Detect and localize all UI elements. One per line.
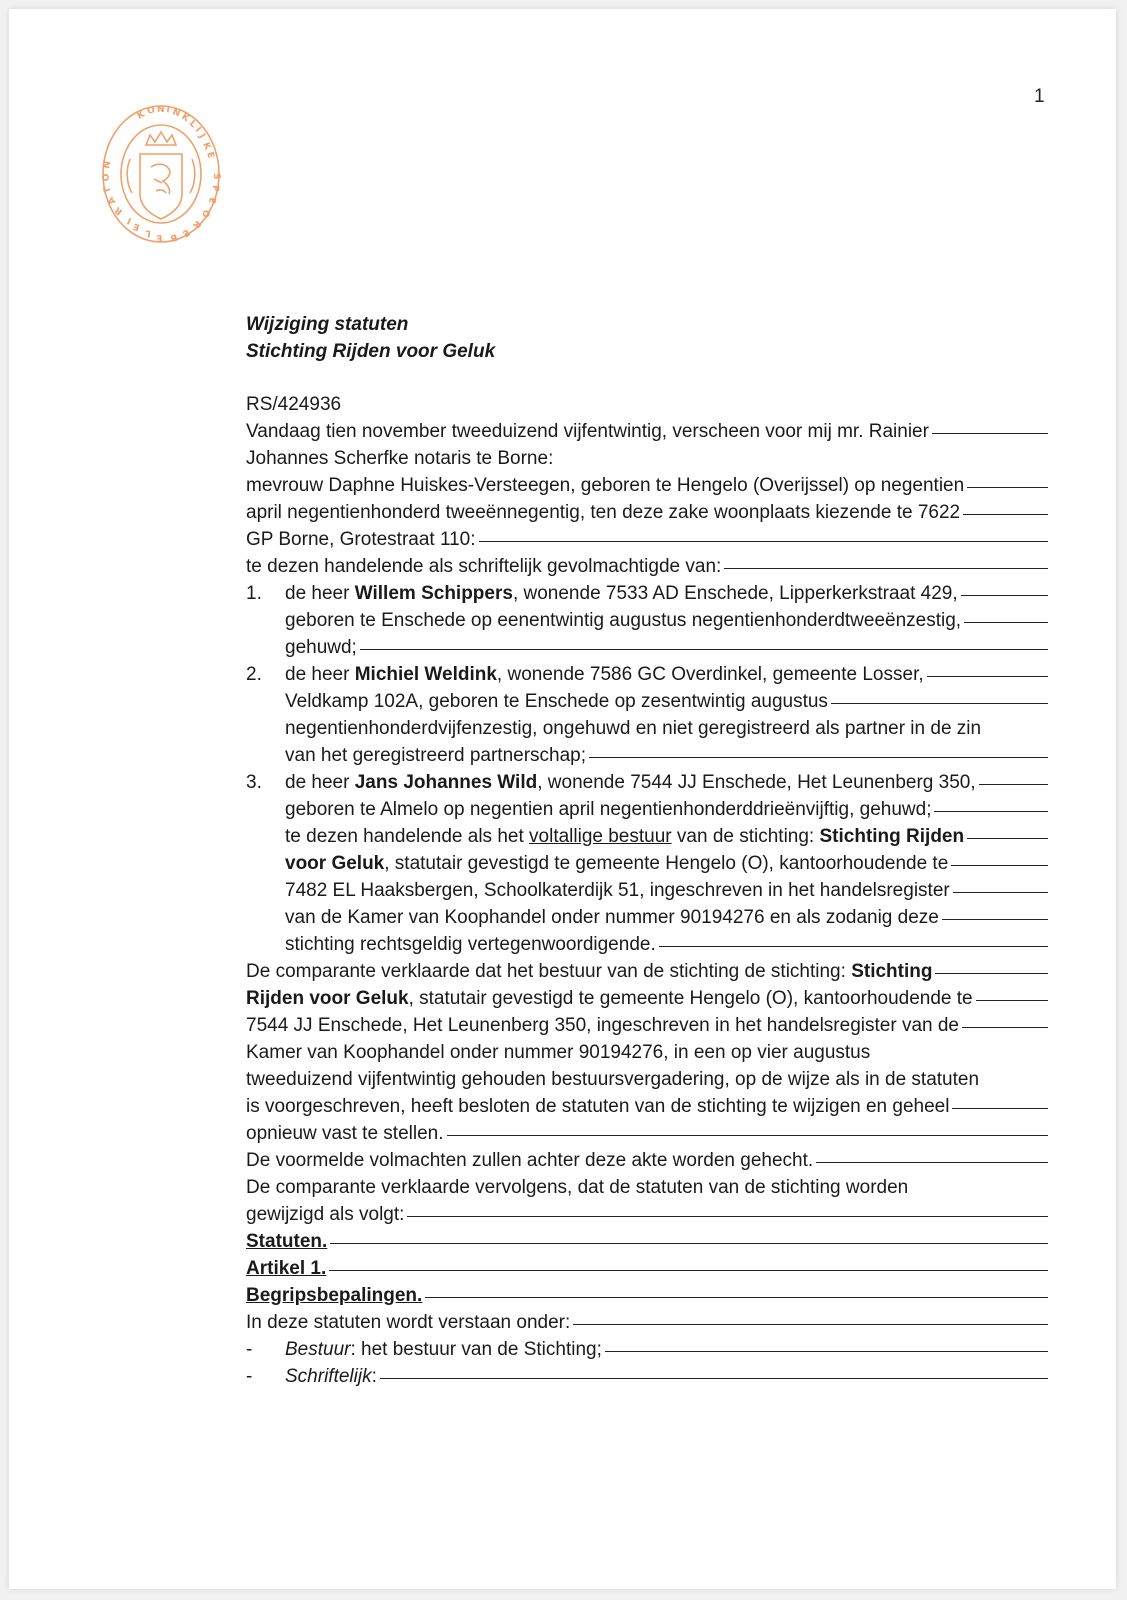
title-line-1: Wijziging statuten	[246, 314, 409, 335]
person-2-line: van het geregistreerd partnerschap;	[246, 740, 1048, 767]
svg-text:E: E	[155, 232, 163, 243]
declaration-line: is voorgeschreven, heeft besloten de statuten van de stichting te wijzigen en geheel	[246, 1091, 1048, 1118]
svg-text:R: R	[113, 204, 125, 217]
declaration-line: De comparante verklaarde dat het bestuur van de stichting de stichting: Stichting	[246, 956, 1048, 983]
intro-line: GP Borne, Grotestraat 110:	[246, 524, 1048, 551]
svg-text:O: O	[146, 105, 157, 117]
person-3-name: Jans Johannes Wild	[354, 772, 538, 793]
svg-text:R: R	[190, 218, 203, 230]
svg-text:N: N	[157, 105, 165, 115]
declaration-line: tweeduizend vijfentwintig gehouden bestuursvergadering, op de wijze als in de statuten	[246, 1069, 980, 1090]
person-2-line: 2. de heer Michiel Weldink , wonende 7586 GC Overdinkel, gemeente Losser,	[246, 659, 1048, 686]
person-3-line: 3. de heer Jans Johannes Wild , wonende 7544 JJ Enschede, Het Leunenberg 350,	[246, 767, 1048, 794]
svg-text:E: E	[132, 220, 141, 232]
svg-text:O: O	[199, 207, 212, 219]
intro-line: april negentienhonderd tweeënnegentig, ten deze zake woonplaats kiezende te 7622	[246, 497, 1048, 524]
svg-text:E: E	[180, 226, 192, 239]
person-2-line: negentienhonderdvijfenzestig, ongehuwd en niet geregistreerd als partner in de zin	[285, 718, 982, 739]
definitions-intro: In deze statuten wordt verstaan onder:	[246, 1307, 1048, 1334]
definition-item: - Bestuur : het bestuur van de Stichting;	[246, 1334, 1048, 1361]
svg-text:K: K	[135, 109, 147, 122]
person-3-line: geboren te Almelo op negentien april negentienhonderddrieënvijftig, gehuwd;	[246, 794, 1048, 821]
svg-text:E: E	[205, 196, 217, 205]
article-heading: Artikel 1.	[246, 1253, 1048, 1280]
person-1-line: geboren te Enschede op eenentwintig augustus negentienhonderdtweeënzestig,	[246, 605, 1048, 632]
notary-seal-logo	[96, 99, 226, 249]
board-line: van de Kamer van Koophandel onder nummer 90194276 en als zodanig deze	[246, 902, 1048, 929]
intro-line: Johannes Scherfke notaris te Borne:	[246, 448, 554, 469]
declaration-line: 7544 JJ Enschede, Het Leunenberg 350, ingeschreven in het handelsregister van de	[246, 1010, 1048, 1037]
statutes-heading: Statuten.	[246, 1226, 1048, 1253]
svg-text:S: S	[211, 172, 222, 180]
svg-text:P: P	[209, 184, 220, 192]
svg-text:K: K	[200, 141, 213, 152]
board-line: voor Geluk , statutair gevestigd te gemeente Hengelo (O), kantoorhoudende te	[246, 848, 1048, 875]
document-page	[9, 9, 1116, 1589]
page-number: 1	[1034, 86, 1045, 107]
svg-text:J: J	[196, 132, 207, 141]
person-1-name: Willem Schippers	[354, 583, 513, 604]
deed-body	[246, 309, 1048, 1388]
voltallige-bestuur-term: voltallige bestuur	[529, 826, 672, 847]
title-line-2: Stichting Rijden voor Geluk	[246, 341, 496, 362]
svg-text:N: N	[170, 107, 182, 120]
declaration-line: De voormelde volmachten zullen achter deze akte worden gehecht.	[246, 1145, 1048, 1172]
svg-text:L: L	[186, 118, 198, 131]
svg-text:T: T	[102, 185, 114, 195]
person-2-line: Veldkamp 102A, geboren te Enschede op zesentwintig augustus	[246, 686, 1048, 713]
intro-line: Vandaag tien november tweeduizend vijfentwintig, verscheen voor mij mr. Rainier	[246, 416, 1048, 443]
definition-item: - Schriftelijk :	[246, 1361, 1048, 1388]
svg-text:I: I	[165, 105, 171, 116]
declaration-line: De comparante verklaarde vervolgens, dat de statuten van de stichting worden	[246, 1177, 909, 1198]
board-line: stichting rechtsgeldig vertegenwoordigende.	[246, 929, 1048, 956]
declaration-line: Kamer van Koophandel onder nummer 90194276, in een op vier augustus	[246, 1042, 871, 1063]
board-line: 7482 EL Haaksbergen, Schoolkaterdijk 51, ingeschreven in het handelsregister	[246, 875, 1048, 902]
intro-line: te dezen handelende als schriftelijk gevolmachtigde van:	[246, 551, 1048, 578]
intro-line: mevrouw Daphne Huiskes-Versteegen, geboren te Hengelo (Overijssel) op negentien	[246, 470, 1048, 497]
person-2-name: Michiel Weldink	[354, 664, 497, 685]
declaration-line: opnieuw vast te stellen.	[246, 1118, 1048, 1145]
declaration-line: gewijzigd als volgt:	[246, 1199, 1048, 1226]
svg-text:O: O	[101, 173, 112, 182]
reference-number: RS/424936	[246, 394, 342, 415]
svg-text:A: A	[106, 194, 119, 207]
svg-text:N: N	[102, 160, 114, 170]
person-1-line: gehuwd;	[246, 632, 1048, 659]
svg-text:E: E	[204, 150, 216, 160]
declaration-line: Rijden voor Geluk , statutair gevestigd te gemeente Hengelo (O), kantoorhoudende te	[246, 983, 1048, 1010]
svg-text:I: I	[192, 125, 203, 135]
article-title: Begripsbepalingen.	[246, 1280, 1048, 1307]
board-line: te dezen handelende als het voltallige bestuur van de stichting: Stichting Rijden	[246, 821, 1048, 848]
svg-text:L: L	[144, 227, 152, 238]
svg-text:B: B	[168, 231, 179, 243]
svg-text:I: I	[125, 214, 134, 226]
svg-text:K: K	[179, 112, 191, 125]
person-1-line: 1. de heer Willem Schippers , wonende 7533 AD Enschede, Lipperkerkstraat 429,	[246, 578, 1048, 605]
